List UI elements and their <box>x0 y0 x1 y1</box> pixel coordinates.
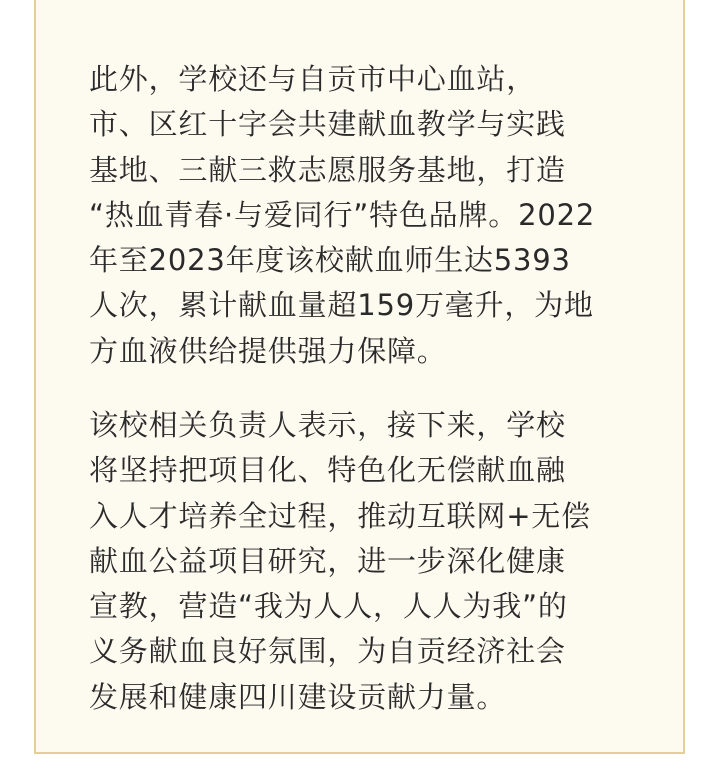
article-card <box>34 0 685 754</box>
article-paragraph-1: 此外，学校还与自贡市中心血站， 市、区红十字会共建献血教学与实践 基地、三献三救志愿服务基地，打造 “热血青春·与爱同行”特色品牌。2022 年至2023年度该校献血师生达5393 人次，累计献血量超159万毫升，为地 方血液供给提供强力保障。 <box>89 62 596 368</box>
article-paragraph-2: 该校相关负责人表示，接下来，学校 将坚持把项目化、特色化无偿献血融 入人才培养全过程，推动互联网+无偿 献血公益项目研究，进一步深化健康 宣教，营造“我为人人，人人为我”的 义务献血良好氛围，为自贡经济社会 发展和健康四川建设贡献力量。 <box>89 408 591 714</box>
